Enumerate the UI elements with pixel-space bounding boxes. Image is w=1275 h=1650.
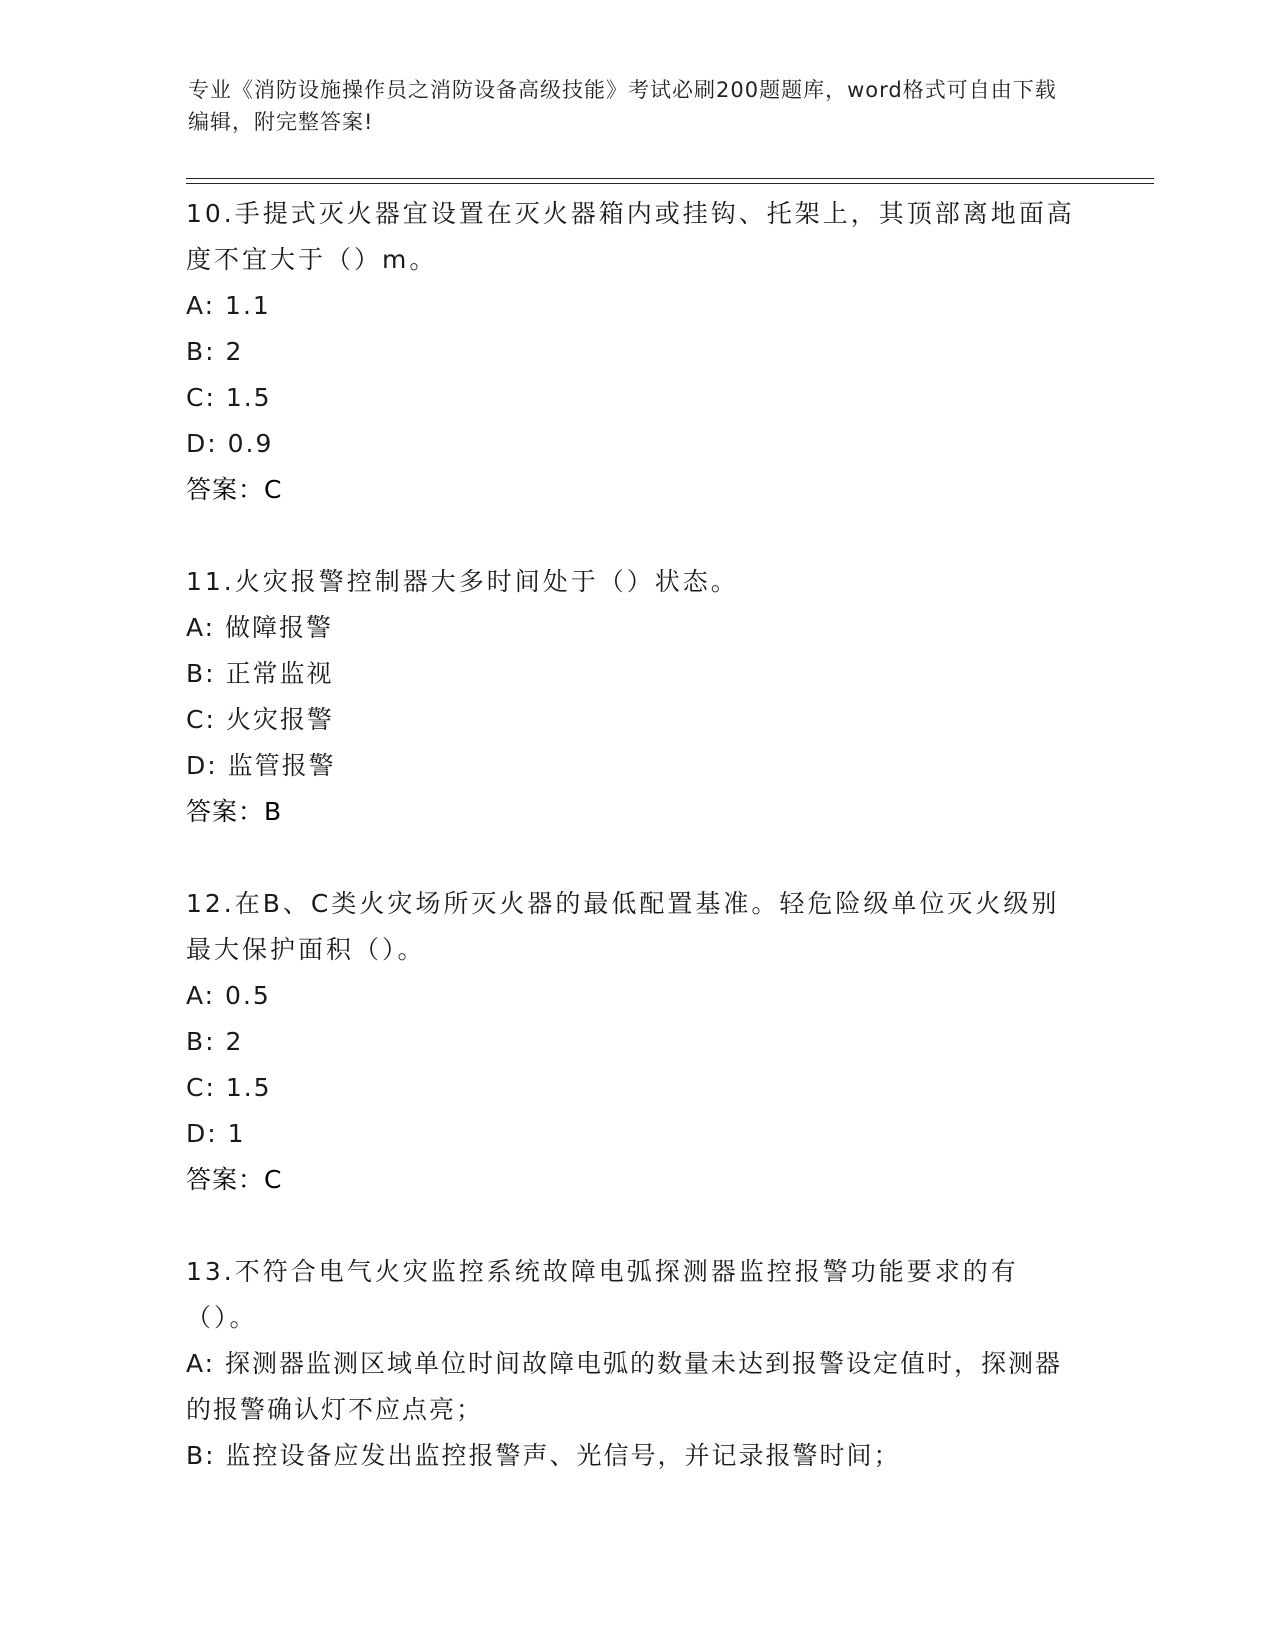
- option-c: C: 1.5: [186, 383, 272, 412]
- document-header: 专业《消防设施操作员之消防设备高级技能》考试必刷200题题库，word格式可自由下载编辑，附完整答案!: [188, 78, 1057, 134]
- option-b: B: 正常监视: [186, 659, 334, 688]
- option-d: D: 1: [186, 1119, 246, 1148]
- option-a: A: 1.1: [186, 291, 271, 320]
- question-10: [186, 191, 1086, 513]
- question-stem: 11.火灾报警控制器大多时间处于（）状态。: [186, 567, 739, 596]
- question-12: [186, 881, 1086, 1203]
- question-stem: 13.不符合电气火灾监控系统故障电弧探测器监控报警功能要求的有（）。: [186, 1257, 1019, 1332]
- option-a: A: 做障报警: [186, 613, 334, 642]
- question-stem: 10.手提式灭火器宜设置在灭火器箱内或挂钩、托架上，其顶部离地面高度不宜大于（）m。: [186, 199, 1075, 274]
- question-list: [186, 191, 1086, 1479]
- question-stem: 12.在B、C类火灾场所灭火器的最低配置基准。轻危险级单位灭火级别最大保护面积（）。: [186, 889, 1060, 964]
- option-d: D: 监管报警: [186, 751, 336, 780]
- option-a: A: 0.5: [186, 981, 271, 1010]
- option-c: C: 火灾报警: [186, 705, 334, 734]
- answer: 答案：B: [186, 797, 283, 826]
- option-b: B: 2: [186, 1027, 244, 1056]
- option-a: A: 探测器监测区域单位时间故障电弧的数量未达到报警设定值时，探测器的报警确认灯不应点亮；: [186, 1349, 1063, 1424]
- option-b: B: 监控设备应发出监控报警声、光信号，并记录报警时间；: [186, 1441, 901, 1470]
- question-13: [186, 1249, 1086, 1479]
- header-divider-bottom: [186, 183, 1154, 184]
- answer: 答案：C: [186, 475, 283, 504]
- header-divider-top: [186, 178, 1154, 179]
- option-c: C: 1.5: [186, 1073, 272, 1102]
- question-11: [186, 559, 1086, 835]
- option-b: B: 2: [186, 337, 244, 366]
- option-d: D: 0.9: [186, 429, 274, 458]
- answer: 答案：C: [186, 1165, 283, 1194]
